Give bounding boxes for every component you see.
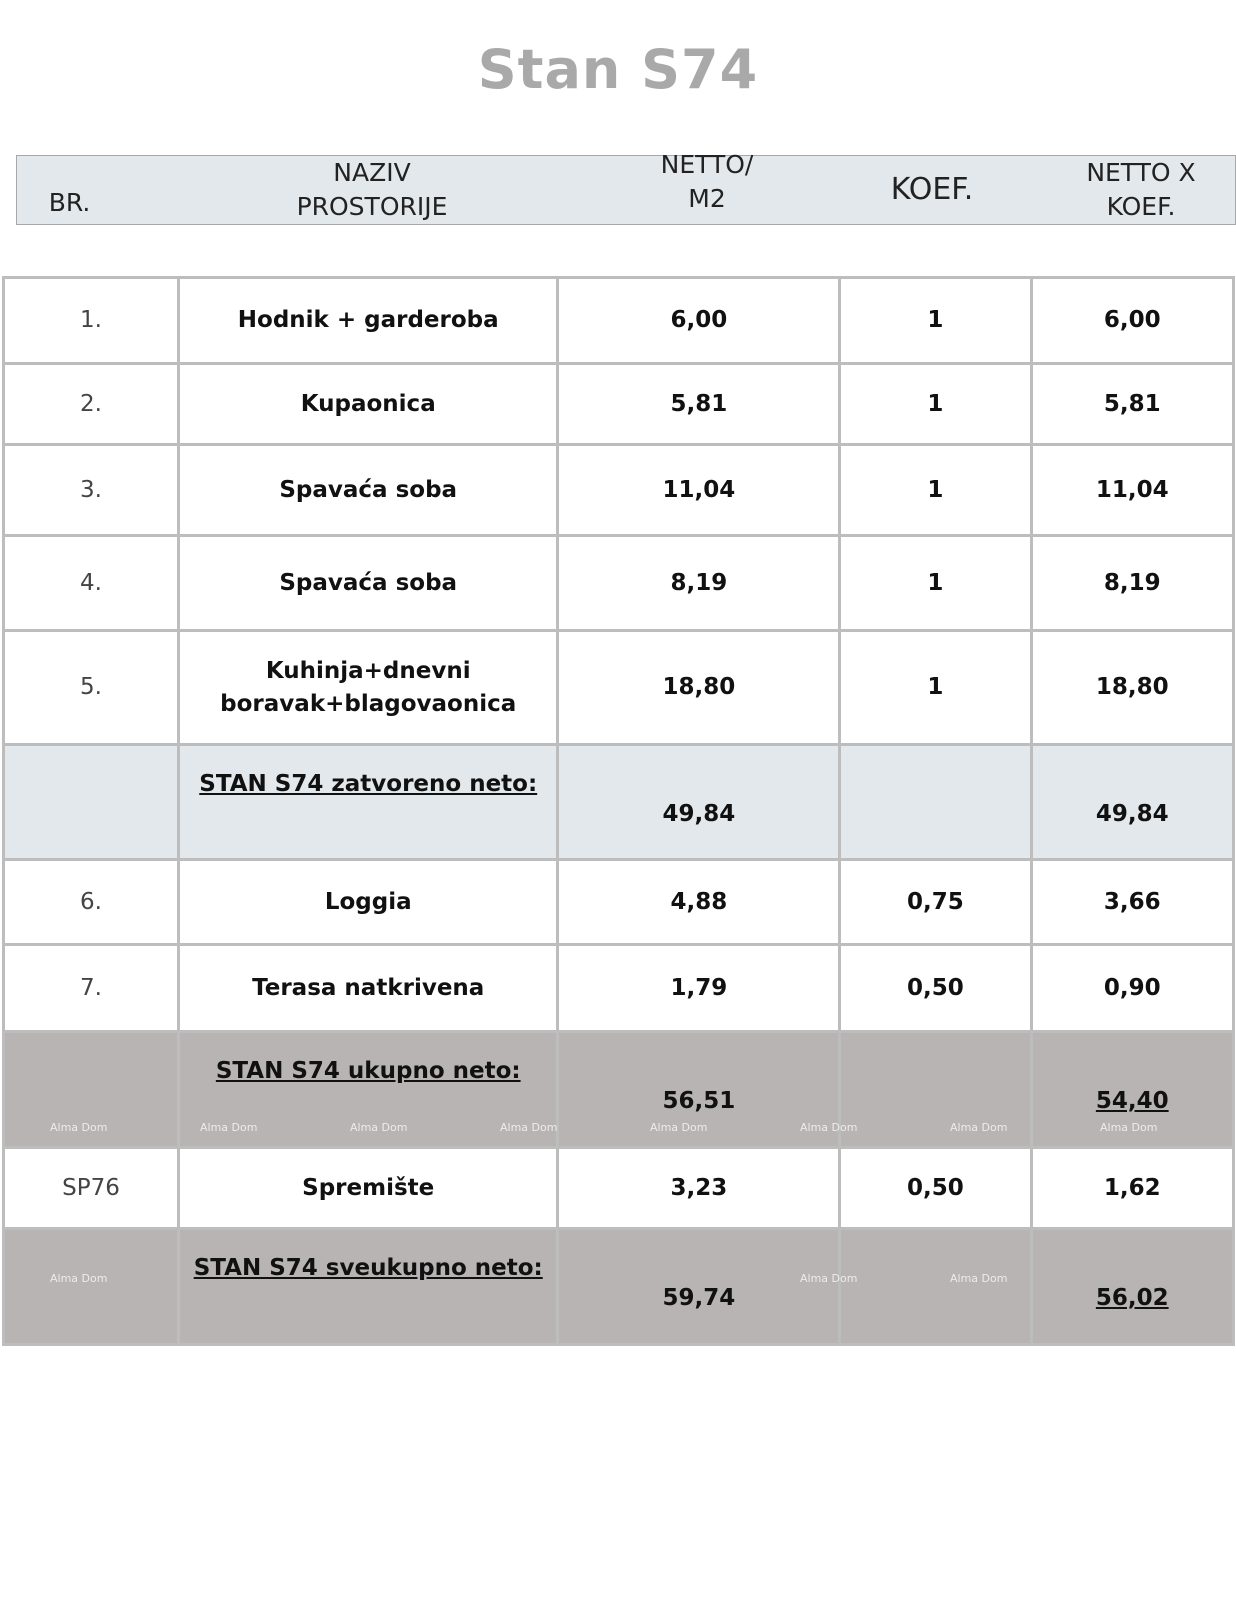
- cell-netto: 18,80: [558, 631, 840, 745]
- watermark-text: Alma Dom: [800, 1121, 858, 1134]
- cell-empty: [4, 745, 179, 860]
- header-naziv-prostorije: NAZIV PROSTORIJE: [296, 158, 448, 221]
- subtotal-netto: 56,51: [558, 1032, 840, 1148]
- cell-empty: [840, 1229, 1031, 1345]
- cell-empty: [4, 1229, 179, 1345]
- cell-koef: 1: [840, 445, 1031, 536]
- subtotal-netto-x-koef: 56,02: [1031, 1229, 1234, 1345]
- cell-koef: 1: [840, 536, 1031, 631]
- cell-naziv: Kuhinja+dnevni boravak+blagovaonica: [178, 631, 557, 745]
- watermark-text: Alma Dom: [950, 1272, 1008, 1285]
- watermark-text: Alma Dom: [500, 1121, 558, 1134]
- cell-netto: 6,00: [558, 278, 840, 364]
- header-koef: KOEF.: [890, 172, 974, 207]
- cell-naziv: Spremište: [178, 1148, 557, 1229]
- table-row: [4, 364, 1234, 445]
- cell-netto-x-koef: 8,19: [1031, 536, 1234, 631]
- cell-netto-x-koef: 0,90: [1031, 945, 1234, 1032]
- cell-netto-x-koef: 1,62: [1031, 1148, 1234, 1229]
- cell-netto: 3,23: [558, 1148, 840, 1229]
- table-row: [4, 945, 1234, 1032]
- cell-netto-x-koef: 3,66: [1031, 860, 1234, 945]
- cell-br: 4.: [4, 536, 179, 631]
- cell-br: 5.: [4, 631, 179, 745]
- cell-naziv: Hodnik + garderoba: [178, 278, 557, 364]
- cell-naziv: Loggia: [178, 860, 557, 945]
- cell-koef: 0,75: [840, 860, 1031, 945]
- cell-koef: 0,50: [840, 945, 1031, 1032]
- subtotal-label: STAN S74 zatvoreno neto:: [178, 745, 557, 860]
- subtotal-row-sveukupno: [4, 1229, 1234, 1345]
- cell-naziv: Spavaća soba: [178, 536, 557, 631]
- cell-naziv: Kupaonica: [178, 364, 557, 445]
- cell-br: 3.: [4, 445, 179, 536]
- cell-koef: 1: [840, 364, 1031, 445]
- subtotal-netto-x-koef: 54,40: [1031, 1032, 1234, 1148]
- cell-netto: 8,19: [558, 536, 840, 631]
- cell-koef: 1: [840, 278, 1031, 364]
- watermark-text: Alma Dom: [950, 1121, 1008, 1134]
- table-row: [4, 860, 1234, 945]
- header-br: BR.: [48, 188, 91, 217]
- page-title: Stan S74: [477, 38, 759, 101]
- cell-koef: 0,50: [840, 1148, 1031, 1229]
- cell-netto: 5,81: [558, 364, 840, 445]
- cell-br: 1.: [4, 278, 179, 364]
- cell-naziv: Terasa natkrivena: [178, 945, 557, 1032]
- watermark-text: Alma Dom: [800, 1272, 858, 1285]
- table-header: [16, 150, 1236, 225]
- subtotal-row-zatvoreno: [4, 745, 1234, 860]
- watermark-text: Alma Dom: [50, 1121, 108, 1134]
- table-row: [4, 1148, 1234, 1229]
- cell-br: 2.: [4, 364, 179, 445]
- cell-netto: 4,88: [558, 860, 840, 945]
- cell-netto-x-koef: 5,81: [1031, 364, 1234, 445]
- cell-netto-x-koef: 6,00: [1031, 278, 1234, 364]
- table-row: [4, 631, 1234, 745]
- subtotal-label: STAN S74 sveukupno neto:: [178, 1229, 557, 1345]
- subtotal-label: STAN S74 ukupno neto:: [178, 1032, 557, 1148]
- subtotal-row-ukupno: [4, 1032, 1234, 1148]
- watermark-text: Alma Dom: [350, 1121, 408, 1134]
- watermark-text: Alma Dom: [200, 1121, 258, 1134]
- table-row: [4, 445, 1234, 536]
- cell-br: 6.: [4, 860, 179, 945]
- cell-br: 7.: [4, 945, 179, 1032]
- cell-naziv: Spavaća soba: [178, 445, 557, 536]
- cell-netto-x-koef: 11,04: [1031, 445, 1234, 536]
- table-row: [4, 278, 1234, 364]
- watermark-text: Alma Dom: [1100, 1121, 1158, 1134]
- subtotal-netto-x-koef: 49,84: [1031, 745, 1234, 860]
- header-netto-m2: NETTO/ M2: [660, 150, 754, 213]
- cell-netto: 1,79: [558, 945, 840, 1032]
- cell-netto: 11,04: [558, 445, 840, 536]
- cell-empty: [4, 1032, 179, 1148]
- cell-empty: [840, 745, 1031, 860]
- watermark-text: Alma Dom: [650, 1121, 708, 1134]
- cell-netto-x-koef: 18,80: [1031, 631, 1234, 745]
- room-area-table: [2, 276, 1235, 1346]
- watermark-text: Alma Dom: [50, 1272, 108, 1285]
- cell-empty: [840, 1032, 1031, 1148]
- table-row: [4, 536, 1234, 631]
- cell-koef: 1: [840, 631, 1031, 745]
- cell-br: SP76: [4, 1148, 179, 1229]
- header-netto-x-koef: NETTO X KOEF.: [1086, 158, 1196, 221]
- subtotal-netto: 59,74: [558, 1229, 840, 1345]
- subtotal-netto: 49,84: [558, 745, 840, 860]
